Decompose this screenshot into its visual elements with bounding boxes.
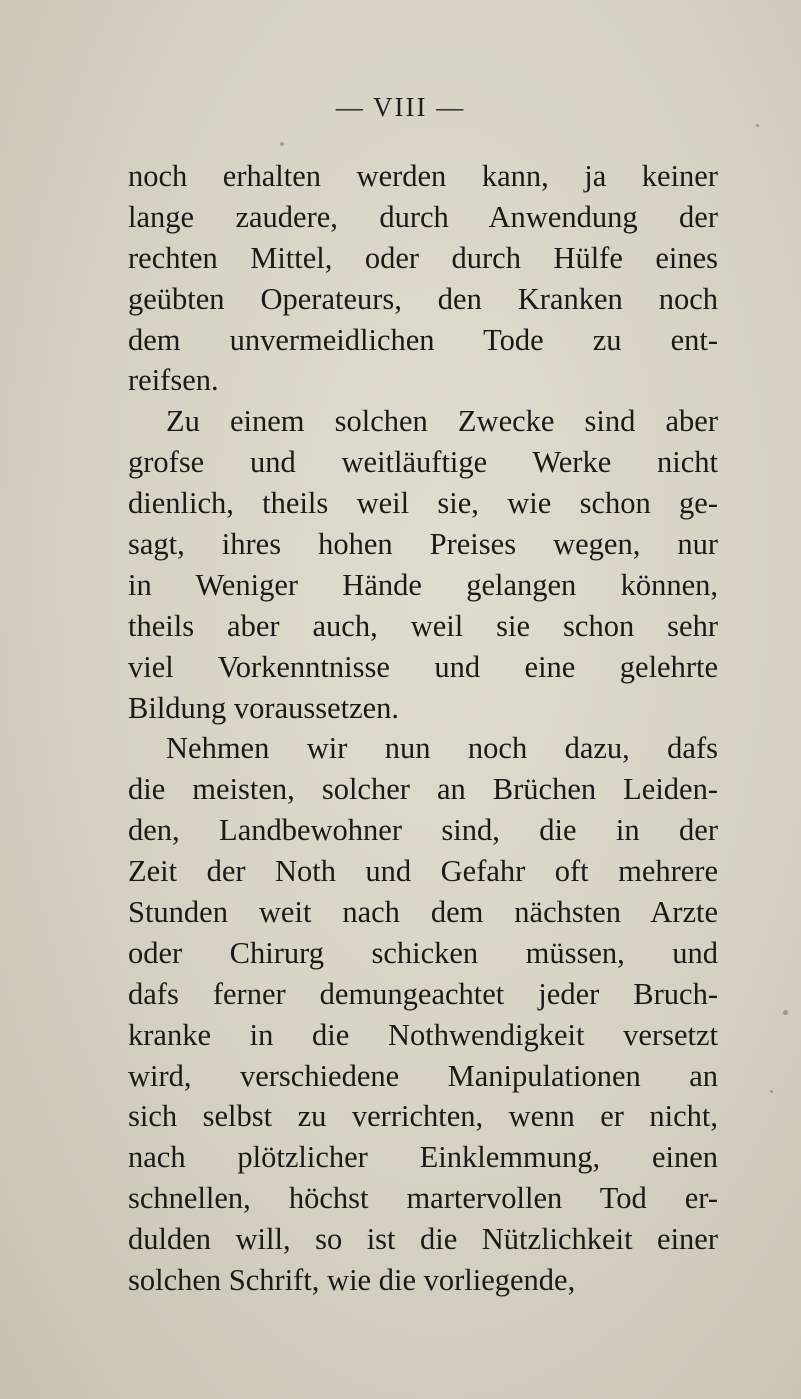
text-line: nach plötzlicher Einklemmung, einen	[128, 1140, 718, 1175]
text-line: den, Landbewohner sind, die in der	[128, 813, 718, 848]
text-line: wird, verschiedene Manipulationen an	[128, 1058, 718, 1093]
paper-speck	[770, 1090, 773, 1093]
text-line: dem unvermeidlichen Tode zu ent-	[128, 322, 718, 357]
text-line: grofse und weitläuftige Werke nicht	[128, 445, 718, 480]
text-line: Nehmen wir nun noch dazu, dafs	[166, 731, 718, 766]
paper-speck	[783, 1010, 788, 1015]
paper-speck	[280, 142, 284, 146]
text-line: oder Chirurg schicken müssen, und	[128, 935, 718, 970]
text-line: in Weniger Hände gelangen können,	[128, 567, 718, 602]
text-line: sagt, ihres hohen Preises wegen, nur	[128, 527, 718, 562]
text-line: theils aber auch, weil sie schon sehr	[128, 608, 718, 643]
text-line: schnellen, höchst martervollen Tod er-	[128, 1181, 718, 1216]
text-line: Bildung voraussetzen.	[128, 690, 400, 725]
paper-speck	[756, 124, 759, 127]
text-line: Stunden weit nach dem nächsten Arzte	[128, 895, 718, 930]
text-line: kranke in die Nothwendigkeit versetzt	[128, 1017, 718, 1052]
text-line: die meisten, solcher an Brüchen Leiden-	[128, 772, 718, 807]
text-line: geübten Operateurs, den Kranken noch	[128, 281, 718, 316]
text-line: dafs ferner demungeachtet jeder Bruch-	[128, 976, 718, 1011]
text-line: sich selbst zu verrichten, wenn er nicht,	[128, 1099, 718, 1134]
text-line: Zeit der Noth und Gefahr oft mehrere	[128, 854, 718, 889]
text-line: solchen Schrift, wie die vorliegende,	[128, 1263, 576, 1298]
text-line: Zu einem solchen Zwecke sind aber	[166, 404, 718, 439]
text-line: viel Vorkenntnisse und eine gelehrte	[128, 649, 718, 684]
page-number: — VIII —	[335, 92, 466, 122]
text-line: dienlich, theils weil sie, wie schon ge-	[128, 486, 718, 521]
text-line: noch erhalten werden kann, ja keiner	[128, 159, 718, 193]
text-line: lange zaudere, durch Anwendung der	[128, 199, 718, 234]
text-line: dulden will, so ist die Nützlichkeit einer	[128, 1222, 718, 1257]
body-text	[128, 156, 718, 1301]
text-line: reifsen.	[128, 363, 219, 398]
text-line: rechten Mittel, oder durch Hülfe eines	[128, 240, 718, 275]
